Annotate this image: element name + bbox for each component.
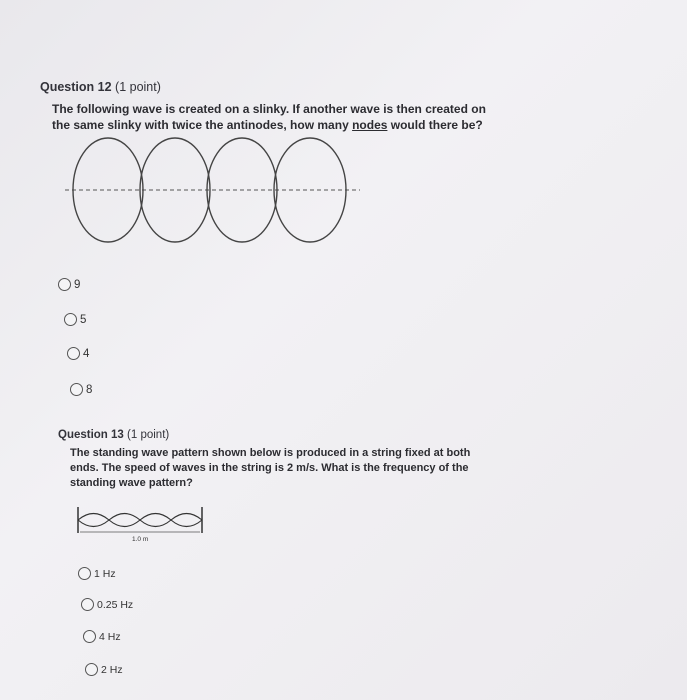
q12-option-2[interactable]: 5 (64, 313, 86, 326)
question-12-title: Question 12 (1 point) (40, 80, 161, 94)
slinky-wave-diagram (60, 135, 380, 255)
radio-button[interactable] (67, 347, 80, 360)
q12-option-1[interactable]: 9 (58, 278, 80, 291)
q13-option-3[interactable]: 4 Hz (83, 630, 121, 643)
radio-button[interactable] (58, 278, 71, 291)
length-label: 1.0 m (132, 536, 149, 543)
radio-button[interactable] (70, 383, 83, 396)
radio-button[interactable] (85, 663, 98, 676)
q13-option-2[interactable]: 0.25 Hz (81, 598, 133, 611)
radio-button[interactable] (83, 630, 96, 643)
q12-option-3[interactable]: 4 (67, 347, 89, 360)
radio-button[interactable] (64, 313, 77, 326)
radio-button[interactable] (78, 567, 91, 580)
standing-wave-diagram (74, 505, 214, 545)
question-12 (40, 80, 161, 94)
question-13-text: The standing wave pattern shown below is produced in a string fixed at both ends. The speed of waves in the string is 2 m/s. What is the frequency of the standing wave pattern? (70, 447, 471, 489)
question-13-title: Question 13 (1 point) (58, 429, 170, 441)
standing-wave-lower (78, 520, 202, 527)
radio-button[interactable] (81, 598, 94, 611)
standing-wave-upper (78, 514, 202, 521)
q12-option-4[interactable]: 8 (70, 383, 92, 396)
question-12-text: The following wave is created on a slinky. If another wave is then created on the same slinky with twice the antinodes, how many nodes would there be? (52, 102, 486, 132)
q13-option-4[interactable]: 2 Hz (85, 663, 123, 676)
q13-option-1[interactable]: 1 Hz (78, 567, 116, 580)
question-13 (58, 429, 169, 441)
